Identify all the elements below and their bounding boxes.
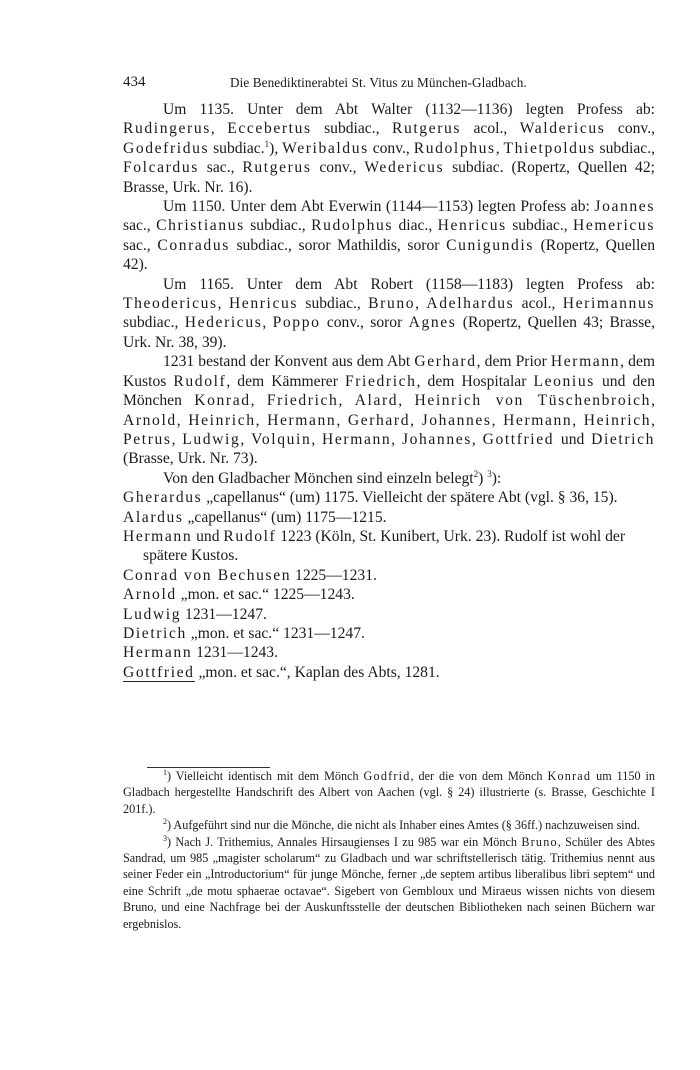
monk-name: Gerhard [347,411,411,429]
monk-name: Thietpoldus [503,139,596,157]
monk-name: Waldericus [519,120,606,138]
monk-name: Rudolphus [413,139,496,157]
monk-name: Arnold [123,586,177,604]
monk-name: Eccebertus [227,120,312,138]
paragraph-1135: Um 1135. Unter dem Abt Walter (1132—1136) legten Profess ab: Rudingerus, Eccebertus subdiac., Rutgerus acol., Waldericus conv., Godefridus subdiac.$^1$), Weribaldus conv., Rudolphus, Thietpoldus subdiac., Folcardus sac., Rutgerus conv., Wedericus subdiac. (Ropertz, Quellen 42; Brasse, Urk. Nr. 16). [123,101,655,196]
monk-name: Conrad von Bechusen [123,566,292,584]
monk-name: Hermann [550,353,621,371]
footnote-ref-1: 1 [264,138,270,149]
monk-name: Friedrich [266,392,339,410]
monk-name: Gottfried [123,663,195,681]
monk-name: Friedrich [344,372,417,390]
monk-name: Volquin [251,430,312,448]
monk-entry: Gherardus „capellanus“ (um) 1175. Vielleicht der spätere Abt (vgl. § 36, 15). [123,489,618,507]
monk-name: Henricus [437,217,507,235]
monk-name: Folcardus [123,159,199,177]
monk-name: Hermann [322,430,392,448]
monk-name: Rudingerus [123,120,211,138]
monk-name: Wedericus [364,159,445,177]
monk-name: Dietrich [123,624,187,642]
monk-entry: Ludwig 1231—1247. [123,605,267,623]
monk-name: Gerhard [414,353,477,371]
monk-name: Conradus [157,236,230,254]
monk-name: Hermann [503,411,573,429]
monk-entry: Hermann 1231—1243. [123,644,278,662]
footnote-ref-3: 3 [487,468,492,479]
monk-name: Heinrich [583,411,652,429]
monk-name: Cunigundis [446,236,534,254]
monk-name: Johannes [421,411,492,429]
monk-entry: Gottfried „mon. et sac.“, Kaplan des Abts, 1281. [123,663,440,681]
monk-entry: Arnold „mon. et sac.“ 1225—1243. [123,586,355,604]
monk-name: Heinrich [188,411,256,429]
monk-name: Bruno [368,295,416,313]
footnote-3: $^3$) Nach J. Trithemius, Annales Hirsaugienses I zu 985 war ein Mönch Bruno, Schüler des Abtes Sandrad, um 985 „magister scholarum“ zu Gladbach und war schriftstellerisch tätig. Trithemius nennt aus seiner Feder ein „Introductorium“ für junge Mönche, ferner „de septem artibus liberalibus libri septem“ und eine Schrift „de motu sphaerae octavae“. Sigebert von Gembloux und Miraeus wissen nichts von diesem Bruno, und eine Nachfrage bei der Auskunftsstelle der deutschen Bibliotheken nach seinen Büchern war ergebnislos. [123,833,655,931]
footnote-ref-2: 2 [473,468,479,479]
monk-name: Leonius [533,372,595,390]
monk-name: Petrus [123,430,172,448]
monk-name: Johannes [401,430,472,448]
footnote-1: $^1$) Vielleicht identisch mit dem Mönch Godfrid, der die von dem Mönch Konrad um 1150 in Gladbach hergestellte Handschrift des Albert von Aachen (vgl. § 24) illustrierte (s. Brasse, Geschichte I 201f.). [123,768,655,816]
paragraph-1165: Um 1165. Unter dem Abt Robert (1158—1183) legten Profess ab: Theodericus, Henricus subdiac., Bruno, Adelhardus acol., Herimannus subdiac., Hedericus, Poppo conv., soror Agnes (Ropertz, Quellen 43; Brasse, Urk. Nr. 38, 39). [123,275,656,351]
monk-name: Joannes [594,198,655,216]
monk-entry: Hermann und Rudolf 1223 (Köln, St. Kunibert, Urk. 23). Rudolf ist wohl der spätere Kustos. [123,527,626,565]
monk-name: Theodericus [123,295,218,313]
monk-name: Gherardus [123,489,203,507]
monk-name: Hemericus [573,217,655,235]
monk-entry: Alardus „capellanus“ (um) 1175—1215. [123,508,387,526]
monk-name: Herimannus [562,295,656,313]
paragraph-1150: Um 1150. Unter dem Abt Everwin (1144—1153) legten Profess ab: Joannes sac., Christianus subdiac., Rudolphus diac., Henricus subdiac., Hemericus sac., Conradus subdiac., soror Mathildis, soror Cunigundis (Ropertz, Quellen 42). [123,198,656,274]
monk-name: Hermann [123,527,193,545]
paragraph-1231: 1231 bestand der Konvent aus dem Abt Gerhard, dem Prior Hermann, dem Kustos Rudolf, dem Kämmerer Friedrich, dem Hospitalar Leonius und den Mönchen Konrad, Friedrich, Alard, Heinrich von Tüschenbroich, Arnold, Heinrich, Hermann, Gerhard, Johannes, Hermann, Heinrich, Petrus, Ludwig, Volquin, Hermann, Johannes, Gottfried und Dietrich (Brasse, Urk. Nr. 73). [123,353,656,468]
monk-name: Hermann [123,644,193,662]
monk-name: Adelhardus [426,295,515,313]
monk-name: Poppo [272,314,321,332]
monk-name: Henricus [228,295,299,313]
monk-name: Hermann [267,411,337,429]
monk-entry: Dietrich „mon. et sac.“ 1231—1247. [123,624,365,642]
monk-name: Godefridus [123,139,210,157]
page-number: 434 [123,74,146,90]
monk-name: Konrad [194,392,251,410]
monk-name: Arnold [123,411,177,429]
monk-name: Christianus [156,217,245,235]
monk-name: Rudolf [223,527,277,545]
monk-name: Ludwig [182,430,241,448]
monk-name: Rudolf [173,372,227,390]
monk-name: Alardus [123,508,184,526]
monk-name: Alard [354,392,399,410]
monk-name: Gottfried [482,430,555,448]
paragraph-intro-list: Von den Gladbacher Mönchen sind einzeln belegt$^2$) $^3$): [163,468,502,487]
monk-name: Rutgerus [242,159,312,177]
monk-name: Ludwig [123,605,182,623]
monk-name: Heinrich von Tüschenbroich [414,392,652,410]
main-text [123,100,655,682]
footnotes [123,768,655,932]
monk-name: Dietrich [591,430,655,448]
monk-name: Hedericus [184,314,263,332]
monk-name: Rudolphus [311,217,394,235]
monk-name: Rutgerus [391,120,462,138]
footnote-2: $^2$) Aufgeführt sind nur die Mönche, die nicht als Inhaber eines Amtes (§ 36ff.) nachzuweisen sind. [163,817,640,833]
monk-entry: Conrad von Bechusen 1225—1231. [123,566,377,584]
monk-name: Agnes [408,314,457,332]
page-header [123,74,655,94]
monk-name: Weribaldus [282,139,369,157]
running-title: Die Benediktinerabtei St. Vitus zu München-Gladbach. [230,75,527,90]
